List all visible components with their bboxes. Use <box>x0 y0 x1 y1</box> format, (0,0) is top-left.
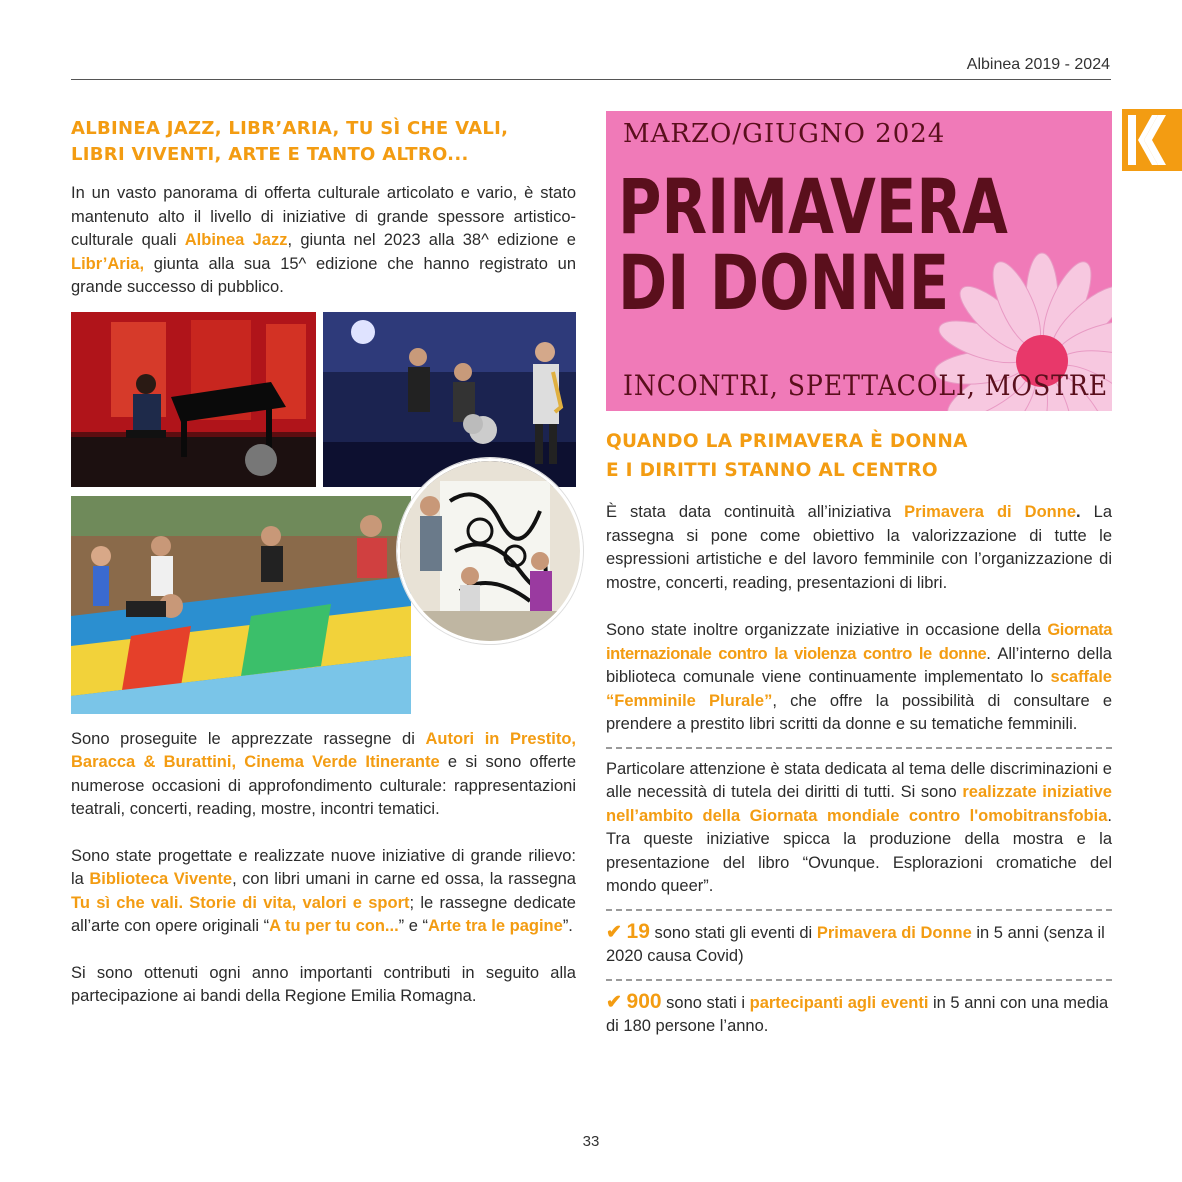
highlight-partecipanti: partecipanti agli eventi <box>749 993 929 1012</box>
chevron-logo-icon <box>1122 109 1182 171</box>
highlight-tu-si-che-vali: Tu sì che vali. Storie di vita, valori e sport <box>71 893 410 912</box>
checkmark-icon: ✔ <box>606 921 622 943</box>
left-heading-line1: ALBINEA JAZZ, LIBR’ARIA, TU SÌ CHE VALI, <box>71 118 509 139</box>
highlight-a-tu-per-tu: A tu per tu con... <box>269 917 399 935</box>
right-paragraph-1: È stata data continuità all’iniziativa Primavera di Donne. La rassegna si pone come obiettivo la valorizzazione di tutte le espressioni artistiche e del lavoro femminile con l’organizzazione di mostre, concerti, reading, presentazioni di libri. <box>606 503 1112 592</box>
highlight-giornata-omobitransfobia: realizzate iniziative nell’ambito della Giornata mondiale contro l'omobitransfobia <box>606 783 1112 825</box>
highlight-libraria: Libr’Aria, <box>71 254 145 273</box>
left-paragraph-2: Sono proseguite le apprezzate rassegne di Autori in Prestito, Baracca & Burattini, Cinema Verde Itinerante e si sono offerte numerose occasioni di approfondimento culturale: rappresentazioni teatrali, concerti, reading, mostre, incontri tematici. <box>71 729 577 818</box>
left-heading-line2: LIBRI VIVENTI, ARTE E TANTO ALTRO... <box>71 144 469 165</box>
poster-date: MARZO/GIUGNO 2024 <box>623 119 946 149</box>
left-paragraph-3: Sono state progettate e realizzate nuove iniziative di grande rilievo: la Biblioteca Vivente, con libri umani in carne ed ossa, la rassegna Tu sì che vali. Storie di vita, valori e sport; le rassegne dedicate all’arte con opere originali “A tu per tu con...” e “Arte tra le pagine”. <box>71 846 576 935</box>
right-heading-line1: QUANDO LA PRIMAVERA È DONNA <box>606 431 968 452</box>
highlight-rassegne: Autori in Prestito, Baracca & Burattini, Cinema Verde Itinerante <box>71 729 577 771</box>
left-column <box>71 116 576 1009</box>
highlight-primavera-di-donne: Primavera di Donne <box>904 503 1077 521</box>
right-heading <box>606 427 1112 485</box>
right-heading-line2: E I DIRITTI STANNO AL CENTRO <box>606 460 938 481</box>
left-paragraph-1: In un vasto panorama di offerta culturale articolato e vario, è stato mantenuto alto il livello di iniziative di grande spessore artistico-culturale quali Albinea Jazz, giunta nel 2023 alla 38^ edizione e Libr’Aria, giunta alla sua 15^ edizione che hanno registrato un grande successo di pubblico. <box>71 184 576 296</box>
highlight-biblioteca-vivente: Biblioteca Vivente <box>89 870 233 888</box>
highlight-albinea-jazz: Albinea Jazz <box>184 231 288 249</box>
photo-jazz-band <box>323 312 576 487</box>
photo-pianist <box>71 312 316 487</box>
photo-mural-artists <box>397 458 583 644</box>
poster-primavera-di-donne <box>606 111 1112 411</box>
right-column <box>606 111 1112 1039</box>
poster-title-line1: PRIMAVERA <box>618 162 1008 251</box>
highlight-primavera-di-donne-stat: Primavera di Donne <box>816 923 972 942</box>
right-paragraph-3: Particolare attenzione è stata dedicata al tema delle discriminazioni e alle necessità di tutela dei diritti di tutti. Si sono realizzate iniziative nell’ambito della Giornata mondiale contro l'omobitransfobia. Tra queste iniziative spicca la produzione della mostra e la presentazione del libro “Ovunque. Esplorazioni cromatiche del mondo queer”. <box>606 759 1112 895</box>
checkmark-icon: ✔ <box>606 991 622 1013</box>
dashed-divider <box>606 979 1112 981</box>
stat-events: ✔ 19 sono stati gli eventi di Primavera di Donne in 5 anni (senza il 2020 causa Covid) <box>606 919 1105 965</box>
header-divider <box>71 79 1111 80</box>
dashed-divider <box>606 909 1112 911</box>
stat-participants: ✔ 900 sono stati i partecipanti agli eventi in 5 anni con una media di 180 persone l’anno. <box>606 989 1109 1035</box>
dashed-divider <box>606 747 1112 749</box>
left-paragraph-4: Si sono ottenuti ogni anno importanti contributi in seguito alla partecipazione ai bandi della Regione Emilia Romagna. <box>71 963 576 1005</box>
photo-community-painting <box>71 496 411 714</box>
highlight-scaffale-femminile-plurale: scaffale “Femminile Plurale” <box>606 668 1112 710</box>
stat-events-number: 19 <box>626 919 650 943</box>
poster-title-line2: DI DONNE <box>618 238 950 327</box>
header-title: Albinea 2019 - 2024 <box>966 56 1110 73</box>
highlight-arte-tra-le-pagine: Arte tra le pagine <box>428 917 563 935</box>
left-heading <box>71 116 576 168</box>
right-paragraph-2: Sono state inoltre organizzate iniziative in occasione della Giornata internazionale contro la violenza contro le donne. All’interno della biblioteca comunale viene continuamente implementato lo scaffale “Femminile Plurale”, che offre la possibilità di consultare e prendere a prestito libri scritti da donne e su tematiche femminili. <box>606 621 1113 733</box>
poster-subtitle: INCONTRI, SPETTACOLI, MOSTRE <box>623 369 1109 402</box>
highlight-giornata-internazionale: Giornata internazionale contro la violenza contro le donne <box>606 621 1112 663</box>
photo-collage <box>71 312 576 714</box>
page-number: 33 <box>582 1133 600 1150</box>
stat-participants-number: 900 <box>626 989 662 1013</box>
